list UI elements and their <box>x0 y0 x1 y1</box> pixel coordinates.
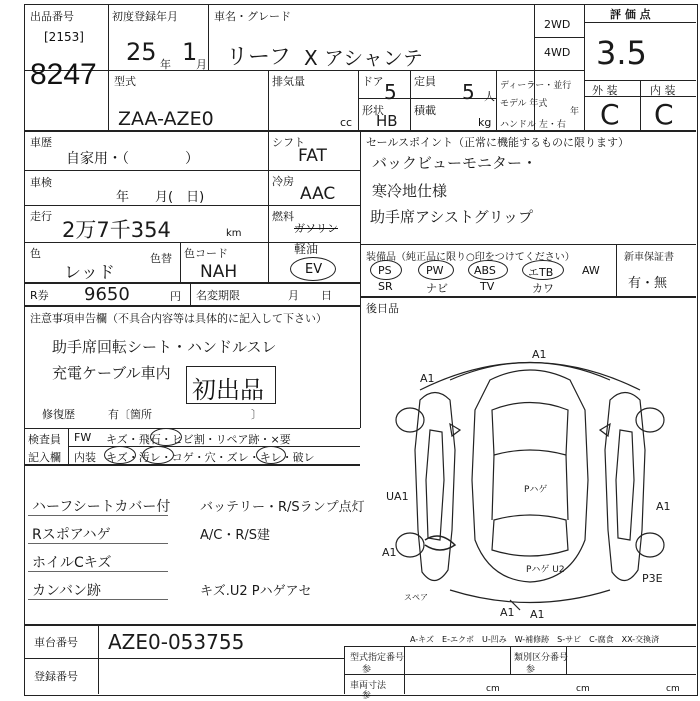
drive-2wd: 2WD <box>544 18 571 31</box>
color-code-value: NAH <box>200 262 238 282</box>
inspector-mark-3 <box>142 446 174 464</box>
inspector-mark-1 <box>150 428 182 446</box>
fuel-ev: EV <box>305 262 323 277</box>
inspector-row-1: キズ・飛石・ヒビ割・リペア跡・×要 <box>106 433 291 446</box>
first-registration-year: 25 <box>126 38 157 66</box>
inspector-fw: FW <box>74 431 92 444</box>
model-year-label: モデル 年式 <box>500 99 548 109</box>
damage-legend: A-キズ E-エクボ U-凹み W-補修跡 S-サビ C-腐食 XX-交換済 <box>410 635 660 644</box>
equipment-label: 装備品（純正品に限り○印をつけてください） <box>366 252 575 263</box>
lot-number-label: 出品番号 <box>30 10 74 23</box>
car-name: リーフ <box>226 45 291 70</box>
category-ref: 参 <box>526 665 536 675</box>
sales-point-1: バックビューモニター・ <box>372 154 538 172</box>
diagram-mark-8: A1 <box>530 608 545 621</box>
displacement-label: 排気量 <box>272 75 305 88</box>
diagram-mark-5: A1 <box>656 500 671 513</box>
after-items-label: 後日品 <box>366 302 399 315</box>
inspector-label-2: 記入欄 <box>28 451 61 464</box>
equip-tv: TV <box>480 280 495 293</box>
inspector-mark-2 <box>104 446 136 464</box>
cm-unit-2: cm <box>576 684 590 694</box>
chassis-number-value: AZE0-053755 <box>108 630 245 654</box>
ac-label: 冷房 <box>272 175 294 188</box>
length-label: 車両寸法 <box>350 681 387 691</box>
equip-abs-circle <box>468 260 508 280</box>
history-value: 自家用・（ ） <box>66 151 199 167</box>
month-unit: 月 <box>196 58 207 71</box>
inspector-mark-4 <box>256 446 286 464</box>
category-label: 類別区分番号 <box>514 653 569 663</box>
notes-label: 注意事項申告欄（不具合内容等は具体的に記入して下さい） <box>30 312 327 325</box>
equip-etb-circle <box>522 260 564 280</box>
diagram-mark-2: A1 <box>420 372 435 385</box>
model-year-unit: 年 <box>570 107 580 117</box>
shape-label: 形状 <box>362 104 384 117</box>
remark-right-1: バッテリー・R/Sランプ点灯 <box>200 500 365 515</box>
name-change-label: 名変期限 <box>196 289 240 302</box>
color-value: レッド <box>64 263 115 283</box>
equip-etb: エTB <box>528 266 554 279</box>
inspector-row-2: キズ・汚レ・コゲ・穴・ズレ・キレ・破レ <box>106 451 315 464</box>
shift-label: シフト <box>272 136 305 149</box>
exterior-grade: C <box>600 98 620 131</box>
drive-4wd: 4WD <box>544 46 571 59</box>
remark-underline-3 <box>28 571 168 572</box>
equip-sr: SR <box>378 280 393 293</box>
car-name-label: 車名・グレード <box>214 10 291 23</box>
ac-value: AAC <box>300 184 336 204</box>
fuel-ev-circle <box>290 257 336 281</box>
sales-point-2: 寒冷地仕様 <box>372 182 448 200</box>
remark-left-2: Rスポアハゲ <box>32 527 111 543</box>
equip-kawa: カワ <box>532 282 554 295</box>
interior-grade: C <box>654 98 674 131</box>
door-value: 5 <box>384 80 397 104</box>
km-unit: km <box>226 228 242 239</box>
equip-navi: ナビ <box>426 282 448 295</box>
first-registration-label: 初度登録年月 <box>112 10 178 23</box>
equip-ps-circle <box>370 260 402 280</box>
first-registration-month: 1 <box>182 38 198 66</box>
lot-sub-number: [2153] <box>44 30 84 44</box>
lot-number: 8247 <box>30 58 97 91</box>
inspection-value: 年 月( 日) <box>116 190 205 205</box>
diagram-mark-4: A1 <box>382 546 397 559</box>
exterior-label: 外 装 <box>592 84 618 97</box>
inspector-label-1: 検査員 <box>28 433 61 446</box>
remark-underline-1 <box>28 515 168 516</box>
model-value: ZAA-AZE0 <box>118 108 214 130</box>
yen-unit: 円 <box>170 290 181 303</box>
equip-pw: PW <box>426 264 444 277</box>
car-grade: X アシャンテ <box>304 46 423 70</box>
history-label: 車歴 <box>30 136 52 149</box>
repair-history-value: 有〔箇所 〕 <box>108 408 262 421</box>
diagram-mark-7: A1 <box>500 606 515 619</box>
recycle-label: R券 <box>30 289 49 302</box>
sales-points-label: セールスポイント（正常に機能するものに限ります） <box>366 136 630 149</box>
recycle-value: 9650 <box>84 284 130 305</box>
inspector-interior: 内装 <box>74 451 96 464</box>
rating-value: 3.5 <box>596 34 647 72</box>
load-label: 積載 <box>414 104 436 117</box>
diagram-mark-1: A1 <box>532 348 547 361</box>
capacity-unit: 人 <box>484 90 495 103</box>
cm-unit-3: cm <box>666 684 680 694</box>
equip-abs: ABS <box>474 264 496 277</box>
fuel-label: 燃料 <box>272 210 294 223</box>
equip-aw: AW <box>582 264 600 277</box>
fuel-gasoline: ガソリン <box>294 222 338 235</box>
remark-left-4: カンバン跡 <box>32 583 102 599</box>
fuel-diesel: 軽油 <box>294 242 319 256</box>
name-change-value: 月 日 <box>288 289 332 302</box>
mileage-value: 2万7千354 <box>62 218 171 242</box>
registration-number-label: 登録番号 <box>34 670 78 683</box>
capacity-value: 5 <box>462 80 475 104</box>
cm-unit-1: cm <box>486 684 500 694</box>
remark-left-1: ハーフシートカバー付 <box>32 499 171 515</box>
diagram-mark-11: スペア <box>404 593 428 602</box>
shift-value: FAT <box>298 146 327 166</box>
dealer-label: ディーラー・並行 <box>500 81 572 91</box>
inspection-label: 車検 <box>30 176 52 189</box>
equip-ps: PS <box>378 264 392 277</box>
diagram-mark-3: UA1 <box>386 490 409 503</box>
notes-line-1: 助手席回転シート・ハンドルスレ <box>52 338 277 356</box>
remark-left-3: ホイルCキズ <box>32 555 112 571</box>
rating-label: 評 価 点 <box>610 8 651 21</box>
remark-right-2: A/C・R/S建 <box>200 528 271 543</box>
diagram-mark-10: Pハゲ U2 <box>526 565 565 575</box>
diagram-mark-9: Pハゲ <box>524 485 548 495</box>
shape-value: HB <box>376 112 398 130</box>
repair-history-label: 修復歴 <box>42 408 75 421</box>
type-cert-label: 型式指定番号 <box>350 653 405 663</box>
equip-pw-circle <box>418 260 454 280</box>
first-listing-stamp-text: 初出品 <box>192 376 264 404</box>
interior-label: 内 装 <box>650 84 676 97</box>
color-code-label: 色コード <box>184 247 228 260</box>
year-unit: 年 <box>160 58 171 71</box>
color-change-label: 色替 <box>150 252 172 265</box>
notes-line-2: 充電ケーブル車内 <box>52 364 171 382</box>
sales-point-3: 助手席アシストグリップ <box>370 208 534 226</box>
length-ref: 参 <box>362 691 372 701</box>
diagram-mark-6: P3E <box>642 572 663 585</box>
remark-right-3: キズ.U2 Pハゲアセ <box>200 584 312 599</box>
chassis-number-label: 車台番号 <box>34 636 78 649</box>
remark-underline-2 <box>28 543 168 544</box>
remark-underline-4 <box>28 599 168 600</box>
new-warranty-label: 新車保証書 <box>624 252 674 263</box>
type-cert-ref: 参 <box>362 665 372 675</box>
color-label: 色 <box>30 247 41 260</box>
new-warranty-value: 有・無 <box>628 276 668 291</box>
cc-unit: cc <box>340 116 353 129</box>
mileage-label: 走行 <box>30 210 52 223</box>
model-label: 型式 <box>114 75 136 88</box>
capacity-label: 定員 <box>414 75 436 88</box>
kg-unit: kg <box>478 116 492 129</box>
door-label: ドア <box>362 75 384 88</box>
handle-label: ハンドル 左・右 <box>500 120 566 130</box>
